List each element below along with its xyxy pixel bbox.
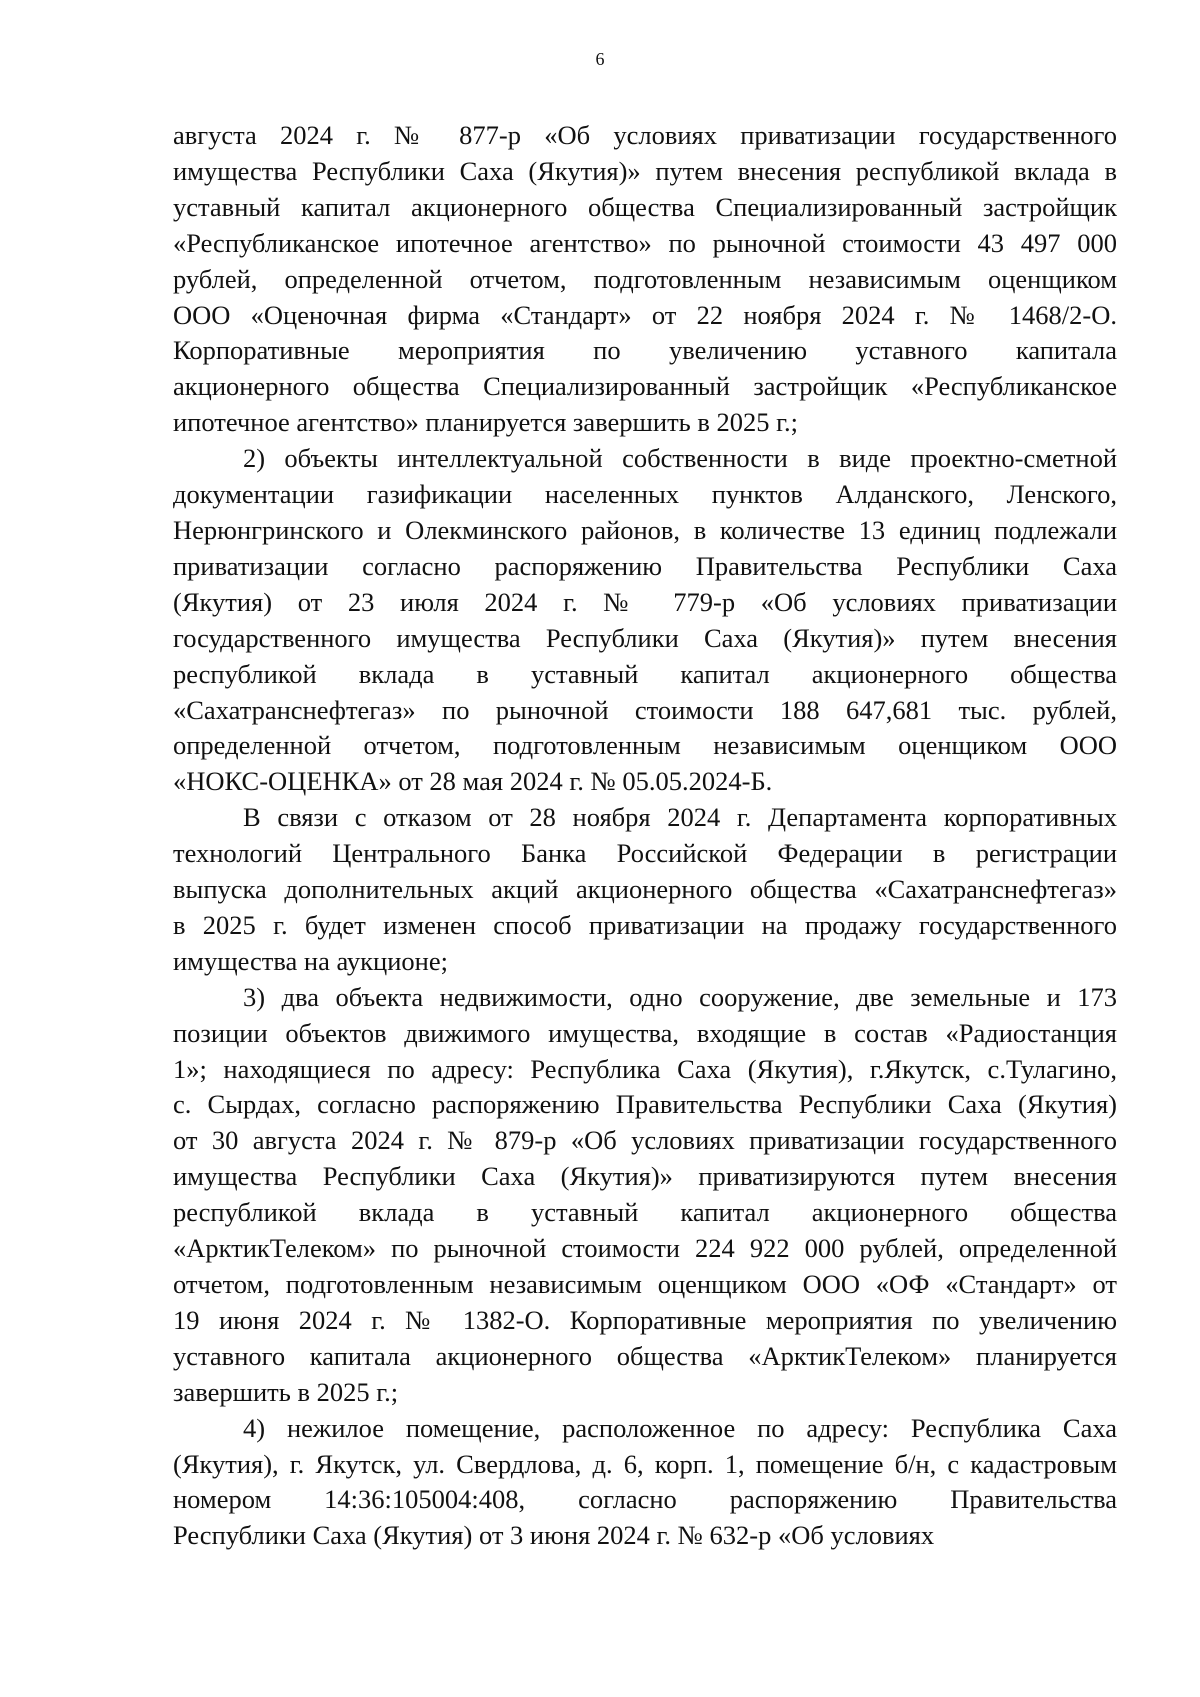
text-line: В связи с отказом от 28 ноября 2024 г. Департамента корпоративных	[243, 802, 1117, 833]
text-line: «Республиканское ипотечное агентство» по рыночной стоимости 43 497 000	[173, 227, 1117, 258]
text-line: имущества Республики Саха (Якутия)» приватизируются путем внесения	[173, 1161, 1117, 1192]
text-line: ипотечное агентство» планируется завершить в 2025 г.;	[173, 407, 799, 438]
text-line: «НОКС-ОЦЕНКА» от 28 мая 2024 г. № 05.05.2024-Б.	[173, 766, 773, 797]
page-number: 6	[595, 49, 605, 69]
text-line: республикой вклада в уставный капитал акционерного общества	[173, 658, 1117, 689]
text-line: государственного имущества Республики Саха (Якутия)» путем внесения	[173, 622, 1117, 653]
text-line: рублей, определенной отчетом, подготовленным независимым оценщиком	[173, 263, 1117, 294]
text-line: (Якутия) от 23 июля 2024 г. № 779-р «Об условиях приватизации	[173, 586, 1117, 617]
text-line: приватизации согласно распоряжению Правительства Республики Саха	[173, 550, 1117, 581]
text-line: 2) объекты интеллектуальной собственности в виде проектно-сметной	[243, 443, 1117, 474]
text-line: с. Сырдах, согласно распоряжению Правительства Республики Саха (Якутия)	[173, 1089, 1117, 1120]
text-line: ООО «Оценочная фирма «Стандарт» от 22 ноября 2024 г. № 1468/2-О.	[173, 299, 1117, 330]
document-body	[173, 118, 1117, 1554]
text-line: имущества Республики Саха (Якутия)» путем внесения республикой вклада в	[173, 155, 1117, 186]
text-line: технологий Центрального Банка Российской Федерации в регистрации	[173, 838, 1117, 869]
text-line: 3) два объекта недвижимости, одно сооружение, две земельные и 173	[243, 981, 1117, 1012]
text-line: (Якутия), г. Якутск, ул. Свердлова, д. 6, корп. 1, помещение б/н, с кадастровым	[173, 1448, 1117, 1479]
text-line: Нерюнгринского и Олекминского районов, в количестве 13 единиц подлежали	[173, 514, 1117, 545]
text-line: от 30 августа 2024 г. № 879-р «Об условиях приватизации государственного	[173, 1125, 1117, 1156]
text-line: Корпоративные мероприятия по увеличению уставного капитала	[173, 335, 1117, 366]
text-line: уставный капитал акционерного общества Специализированный застройщик	[173, 191, 1117, 222]
text-line: 1»; находящиеся по адресу: Республика Саха (Якутия), г.Якутск, с.Тулагино,	[173, 1053, 1117, 1084]
text-line: уставного капитала акционерного общества «АрктикТелеком» планируется	[173, 1340, 1117, 1371]
text-line: 19 июня 2024 г. № 1382-О. Корпоративные мероприятия по увеличению	[173, 1304, 1117, 1335]
text-line: акционерного общества Специализированный застройщик «Республиканское	[173, 371, 1117, 402]
text-line: номером 14:36:105004:408, согласно распоряжению Правительства	[173, 1484, 1117, 1515]
text-line: августа 2024 г. № 877-р «Об условиях приватизации государственного	[173, 120, 1117, 150]
text-line: выпуска дополнительных акций акционерного общества «Сахатранснефтегаз»	[173, 874, 1117, 905]
text-line: определенной отчетом, подготовленным независимым оценщиком ООО	[173, 730, 1117, 761]
text-line: имущества на аукционе;	[173, 945, 448, 976]
text-line: в 2025 г. будет изменен способ приватизации на продажу государственного	[173, 909, 1117, 940]
text-line: отчетом, подготовленным независимым оценщиком ООО «ОФ «Стандарт» от	[173, 1269, 1117, 1299]
text-line: республикой вклада в уставный капитал акционерного общества	[173, 1197, 1117, 1228]
text-line: завершить в 2025 г.;	[173, 1376, 399, 1407]
text-line: позиции объектов движимого имущества, входящие в состав «Радиостанция	[173, 1017, 1117, 1048]
text-line: «АрктикТелеком» по рыночной стоимости 224 922 000 рублей, определенной	[173, 1233, 1117, 1264]
text-line: Республики Саха (Якутия) от 3 июня 2024 г. № 632-р «Об условиях	[173, 1520, 935, 1551]
text-line: документации газификации населенных пунктов Алданского, Ленского,	[173, 479, 1117, 510]
text-line: 4) нежилое помещение, расположенное по адресу: Республика Саха	[243, 1412, 1117, 1443]
text-line: «Сахатранснефтегаз» по рыночной стоимости 188 647,681 тыс. рублей,	[173, 694, 1117, 725]
